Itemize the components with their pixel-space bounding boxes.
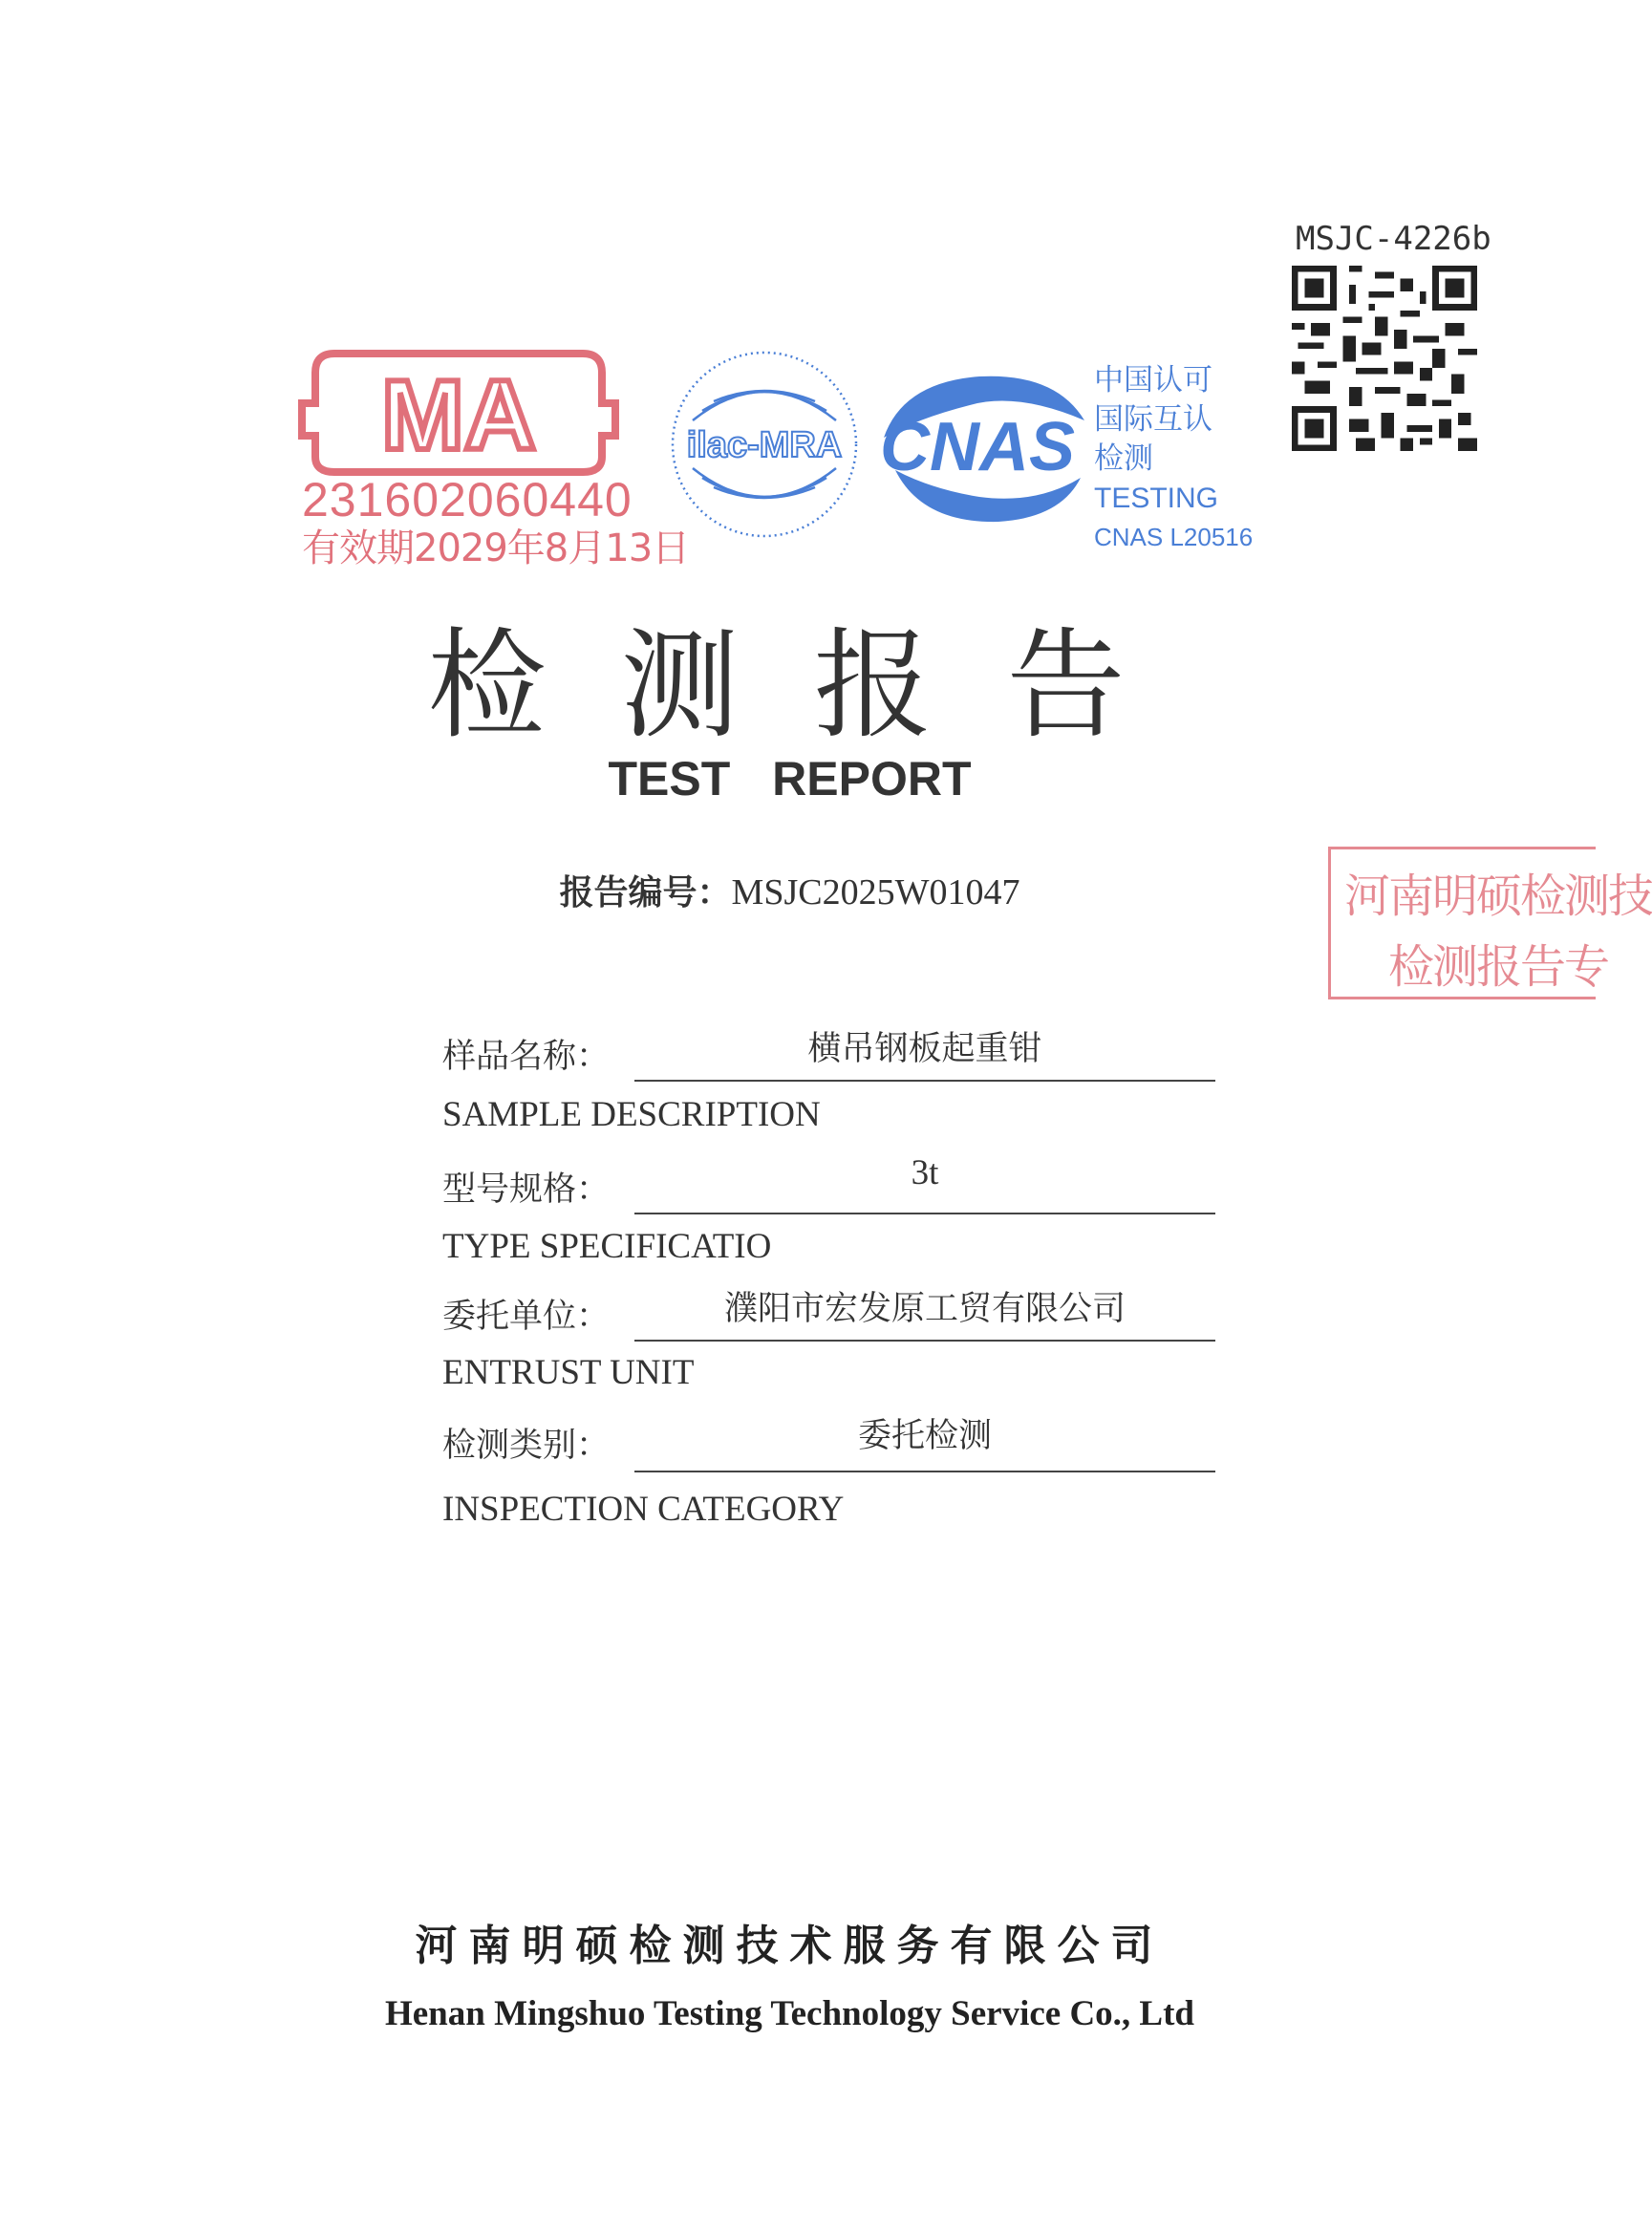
report-title-en: TEST REPORT xyxy=(608,752,972,806)
field-label-entrust-unit: 委托单位： xyxy=(442,1298,611,1336)
field-underline xyxy=(634,1340,1215,1342)
svg-text:MA: MA xyxy=(381,360,536,471)
cnas-line-3: 检测 xyxy=(1094,441,1153,476)
field-value-entrust-unit: 濮阳市宏发原工贸有限公司 xyxy=(723,1290,1126,1328)
cnas-accreditation-text xyxy=(1094,361,1253,557)
field-label-sample-description: SAMPLE DESCRIPTION xyxy=(442,1095,821,1134)
company-name-cn: 河南明硕检测技术服务有限公司 xyxy=(415,1922,1165,1970)
field-label-type-specification: TYPE SPECIFICATIO xyxy=(442,1227,772,1266)
field-label-sample-name: 样品名称： xyxy=(442,1038,611,1076)
document-code: MSJC-4226b xyxy=(1296,220,1491,258)
field-underline xyxy=(634,1471,1215,1472)
qr-code-icon xyxy=(1292,266,1477,451)
cnas-line-5: CNAS L20516 xyxy=(1094,523,1254,551)
svg-text:ilac-MRA: ilac-MRA xyxy=(686,425,843,465)
company-name-en: Henan Mingshuo Testing Technology Service Co., Ltd xyxy=(384,1994,1195,2033)
cma-number: 231602060440 xyxy=(302,473,633,526)
report-seal-stamp xyxy=(1328,847,1652,999)
field-label-inspection-category-en: INSPECTION CATEGORY xyxy=(442,1490,845,1529)
cnas-line-1: 中国认可 xyxy=(1094,363,1212,397)
field-label-entrust-unit-en: ENTRUST UNIT xyxy=(442,1353,695,1392)
field-value-type-spec: 3t xyxy=(911,1153,939,1192)
field-value-inspection-category: 委托检测 xyxy=(857,1417,992,1455)
cma-validity: 有效期2029年8月13日 xyxy=(302,526,690,570)
field-underline xyxy=(634,1213,1215,1214)
report-number-value: MSJC2025W01047 xyxy=(731,872,1020,913)
cnas-line-4: TESTING xyxy=(1094,483,1219,514)
cnas-logo-icon xyxy=(865,363,1094,535)
field-value-sample-name: 横吊钢板起重钳 xyxy=(807,1030,1042,1068)
svg-text:CNAS: CNAS xyxy=(879,409,1076,485)
report-number-label: 报告编号： xyxy=(559,873,732,913)
cnas-line-2: 国际互认 xyxy=(1094,402,1212,437)
ilac-mra-logo-icon xyxy=(664,344,865,545)
stamp-line-2: 检测报告专 xyxy=(1388,940,1609,994)
field-label-type-spec: 型号规格： xyxy=(442,1171,611,1209)
field-underline xyxy=(634,1080,1215,1082)
stamp-line-1: 河南明硕检测技 xyxy=(1344,870,1652,923)
field-label-inspection-category: 检测类别： xyxy=(442,1427,611,1465)
report-title-cn: 检测报告 xyxy=(427,617,1200,755)
